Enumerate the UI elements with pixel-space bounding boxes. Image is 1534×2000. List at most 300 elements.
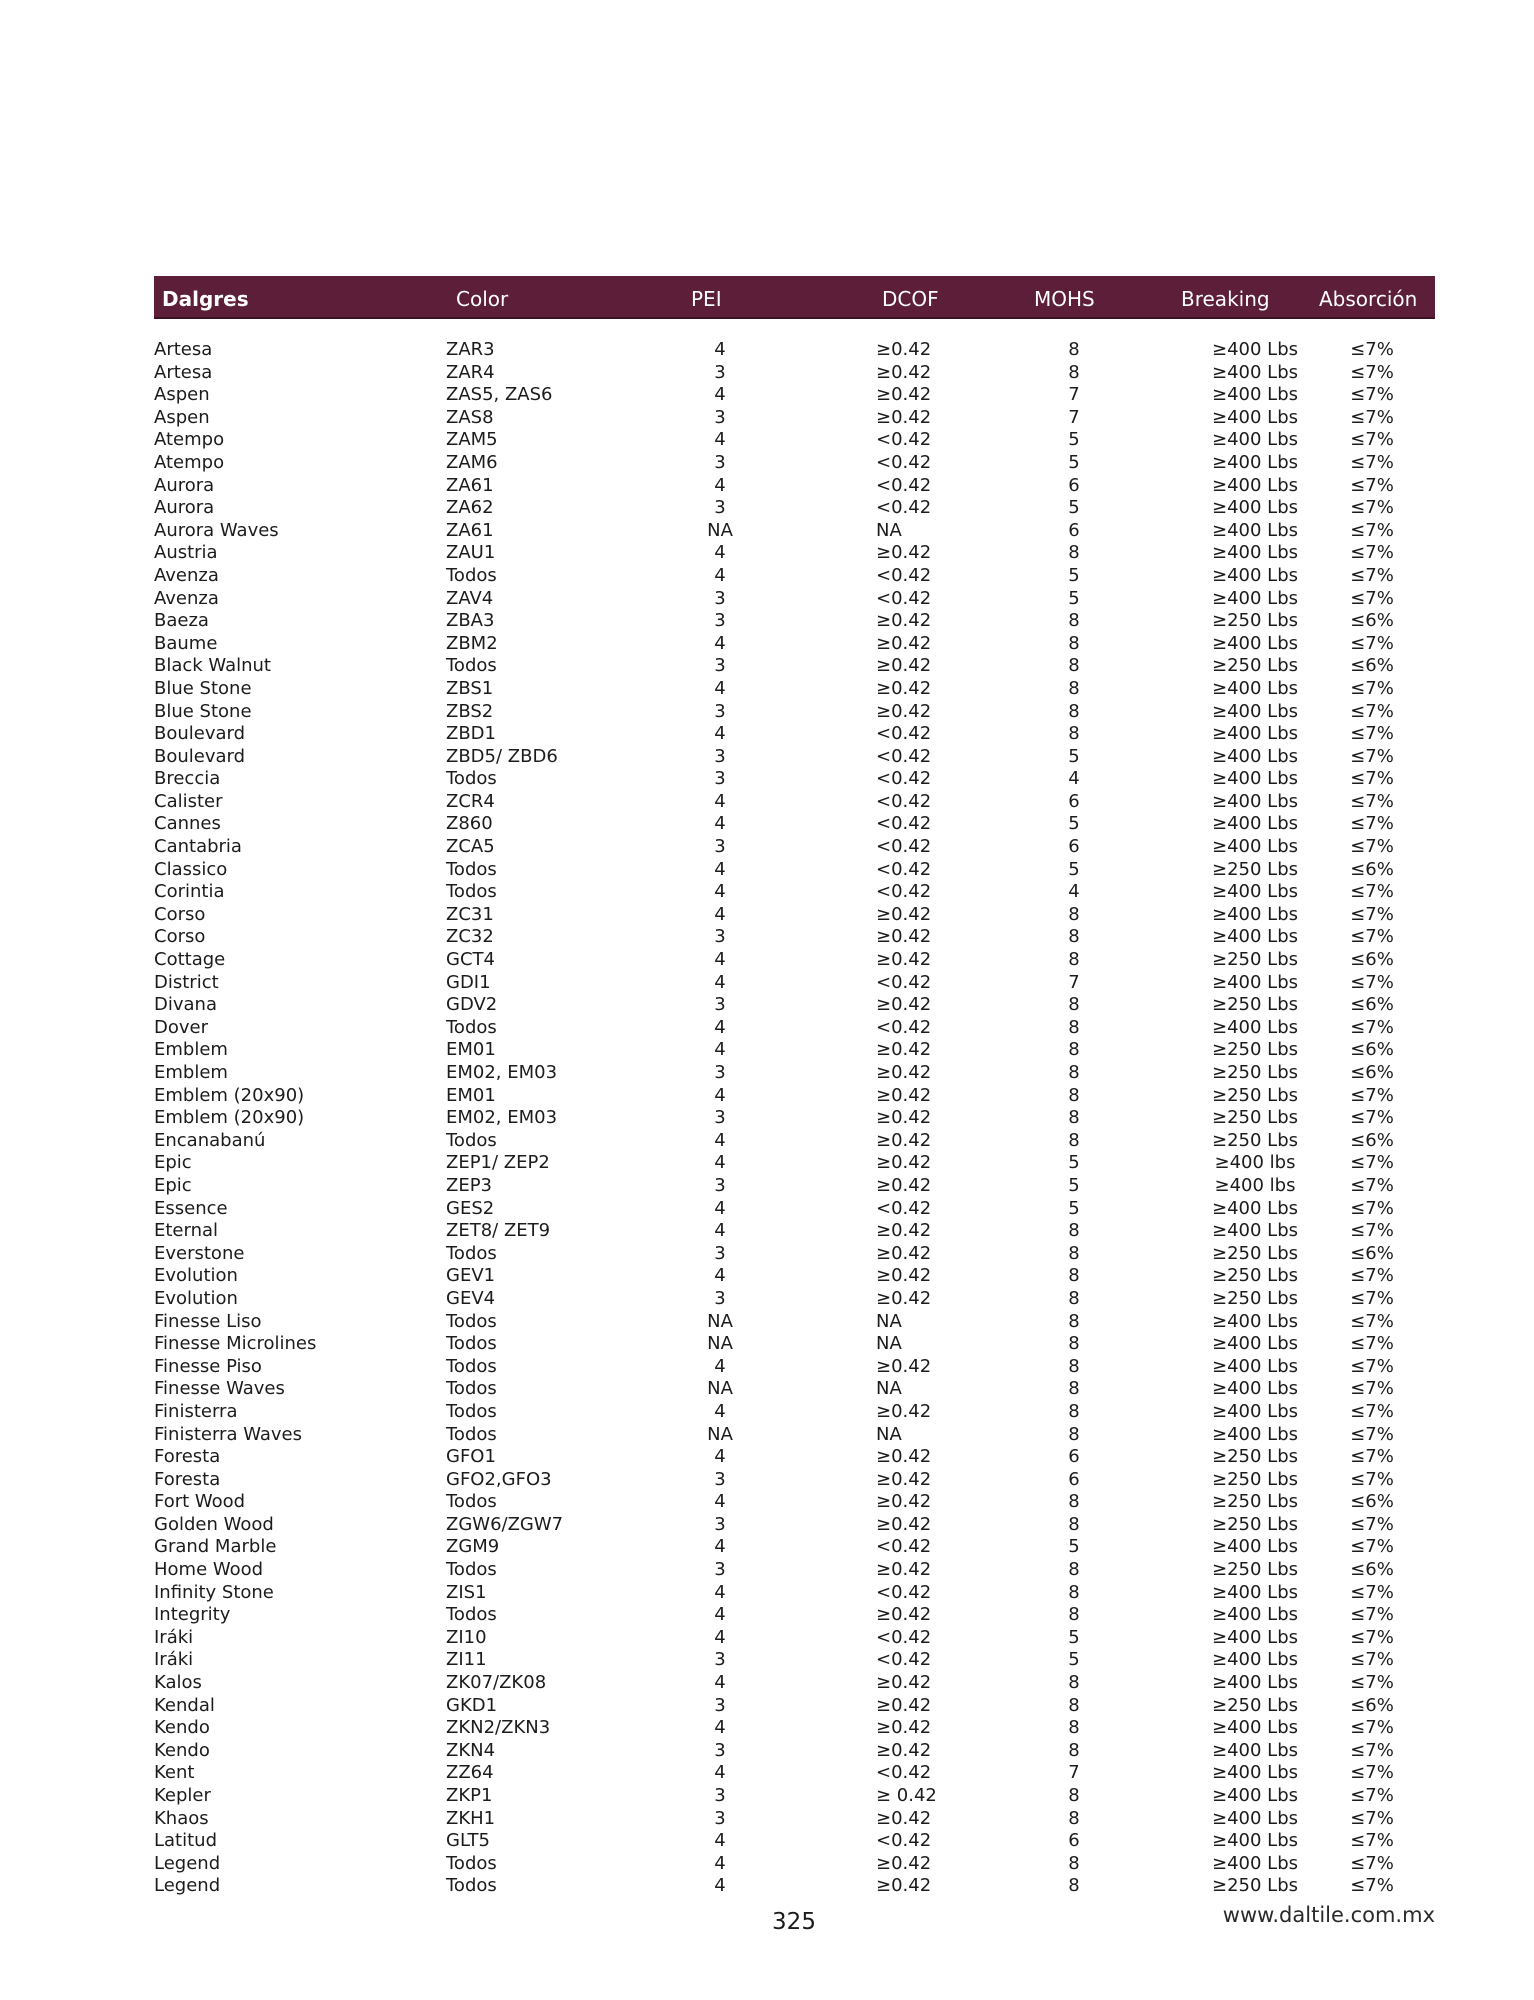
color-cell: GDI1 bbox=[446, 971, 491, 993]
absorcion-cell: ≤6% bbox=[1350, 1129, 1394, 1151]
mohs-cell: 8 bbox=[1068, 1287, 1080, 1309]
color-cell: ZGM9 bbox=[446, 1536, 500, 1558]
color-cell: ZI11 bbox=[446, 1649, 487, 1671]
breaking-cell: ≥400 Lbs bbox=[1212, 1220, 1298, 1242]
mohs-cell: 8 bbox=[1068, 1310, 1080, 1332]
table-row bbox=[154, 768, 1435, 791]
pei-cell: 3 bbox=[714, 1559, 726, 1581]
table-row bbox=[154, 497, 1435, 520]
color-cell: ZAS5, ZAS6 bbox=[446, 384, 553, 406]
dcof-cell: <0.42 bbox=[876, 836, 932, 858]
color-cell: EM02, EM03 bbox=[446, 1062, 558, 1083]
breaking-cell: ≥400 Lbs bbox=[1212, 1807, 1298, 1829]
breaking-cell: ≥400 Lbs bbox=[1212, 926, 1298, 948]
mohs-cell: 8 bbox=[1068, 1513, 1080, 1535]
collection-cell: Foresta bbox=[154, 1468, 221, 1490]
table-row bbox=[154, 881, 1435, 904]
dcof-cell: ≥0.42 bbox=[876, 1491, 932, 1513]
pei-cell: 3 bbox=[714, 406, 726, 428]
breaking-cell: ≥400 Lbs bbox=[1212, 1739, 1298, 1761]
table-row bbox=[154, 1491, 1435, 1514]
table-row bbox=[154, 1649, 1435, 1672]
collection-cell: Blue Stone bbox=[154, 700, 252, 722]
pei-cell: 4 bbox=[714, 1536, 726, 1558]
table-row bbox=[154, 1130, 1435, 1153]
color-cell: Z860 bbox=[446, 813, 493, 835]
table-row bbox=[154, 791, 1435, 814]
table-row bbox=[154, 1604, 1435, 1627]
pei-cell: 3 bbox=[714, 361, 726, 383]
collection-cell: Dover bbox=[154, 1016, 208, 1038]
breaking-cell: ≥400 Lbs bbox=[1212, 406, 1298, 428]
color-cell: ZK07/ZK08 bbox=[446, 1672, 547, 1694]
breaking-cell: ≥400 Lbs bbox=[1212, 971, 1298, 993]
breaking-cell: ≥400 Lbs bbox=[1212, 903, 1298, 925]
pei-cell: 4 bbox=[714, 1355, 726, 1377]
pei-cell: 3 bbox=[714, 745, 726, 767]
absorcion-cell: ≤7% bbox=[1350, 926, 1394, 948]
mohs-cell: 8 bbox=[1068, 1672, 1080, 1694]
absorcion-cell: ≤7% bbox=[1350, 1649, 1394, 1671]
dcof-cell: ≥0.42 bbox=[876, 677, 932, 699]
breaking-cell: ≥250 Lbs bbox=[1212, 1446, 1298, 1468]
color-cell: Todos bbox=[446, 1604, 497, 1626]
absorcion-cell: ≤6% bbox=[1350, 610, 1394, 632]
pei-cell: 4 bbox=[714, 1446, 726, 1468]
dcof-cell: <0.42 bbox=[876, 451, 932, 473]
absorcion-cell: ≤7% bbox=[1350, 1174, 1394, 1196]
table-row bbox=[154, 429, 1435, 452]
breaking-cell: ≥400 Lbs bbox=[1212, 384, 1298, 406]
color-cell: GFO2,GFO3 bbox=[446, 1468, 552, 1490]
absorcion-cell: ≤6% bbox=[1350, 655, 1394, 677]
absorcion-cell: ≤7% bbox=[1350, 1084, 1394, 1106]
dcof-cell: <0.42 bbox=[876, 1649, 932, 1671]
color-cell: EM02, EM03 bbox=[446, 1107, 558, 1129]
mohs-cell: 5 bbox=[1068, 497, 1080, 519]
color-cell: Todos bbox=[446, 1129, 497, 1151]
pei-cell: 4 bbox=[714, 1400, 726, 1422]
pei-cell: 4 bbox=[714, 429, 726, 451]
dcof-cell: ≥0.42 bbox=[876, 384, 932, 406]
mohs-cell: 8 bbox=[1068, 1220, 1080, 1242]
color-cell: ZAS8 bbox=[446, 406, 494, 428]
absorcion-cell: ≤6% bbox=[1350, 1062, 1394, 1083]
dcof-cell: ≥0.42 bbox=[876, 1694, 932, 1716]
dcof-cell: <0.42 bbox=[876, 1626, 932, 1648]
mohs-cell: 8 bbox=[1068, 677, 1080, 699]
pei-cell: 4 bbox=[714, 339, 726, 360]
dcof-cell: ≥0.42 bbox=[876, 1107, 932, 1129]
breaking-cell: ≥250 Lbs bbox=[1212, 1242, 1298, 1264]
mohs-cell: 8 bbox=[1068, 903, 1080, 925]
mohs-cell: 8 bbox=[1068, 1039, 1080, 1061]
breaking-cell: ≥400 Lbs bbox=[1212, 1785, 1298, 1806]
dcof-cell: ≥0.42 bbox=[876, 1062, 932, 1083]
mohs-cell: 5 bbox=[1068, 587, 1080, 609]
collection-cell: Artesa bbox=[154, 339, 213, 360]
pei-cell: 4 bbox=[714, 1152, 726, 1174]
breaking-cell: ≥400 Lbs bbox=[1212, 1649, 1298, 1671]
table-row bbox=[154, 1107, 1435, 1130]
table-row bbox=[154, 339, 1435, 362]
dcof-cell: ≥0.42 bbox=[876, 406, 932, 428]
absorcion-cell: ≤7% bbox=[1350, 1807, 1394, 1829]
mohs-cell: 5 bbox=[1068, 1197, 1080, 1219]
collection-cell: Emblem bbox=[154, 1039, 228, 1061]
color-cell: Todos bbox=[446, 1310, 497, 1332]
collection-cell: Calister bbox=[154, 790, 223, 812]
pei-cell: 3 bbox=[714, 1174, 726, 1196]
pei-cell: 3 bbox=[714, 497, 726, 519]
dcof-cell: ≥0.42 bbox=[876, 1513, 932, 1535]
dcof-cell: <0.42 bbox=[876, 1016, 932, 1038]
dcof-cell: ≥0.42 bbox=[876, 1174, 932, 1196]
absorcion-cell: ≤7% bbox=[1350, 339, 1394, 360]
table-row bbox=[154, 1401, 1435, 1424]
collection-cell: Foresta bbox=[154, 1446, 221, 1468]
collection-cell: Golden Wood bbox=[154, 1513, 274, 1535]
collection-cell: Infinity Stone bbox=[154, 1581, 274, 1603]
table-row bbox=[154, 1808, 1435, 1831]
collection-cell: Iráki bbox=[154, 1626, 194, 1648]
absorcion-cell: ≤6% bbox=[1350, 1242, 1394, 1264]
collection-cell: Khaos bbox=[154, 1807, 209, 1829]
mohs-cell: 8 bbox=[1068, 1739, 1080, 1761]
color-cell: Todos bbox=[446, 1559, 497, 1581]
color-cell: GLT5 bbox=[446, 1830, 490, 1852]
pei-cell: 3 bbox=[714, 451, 726, 473]
color-cell: ZA61 bbox=[446, 474, 494, 496]
pei-cell: 4 bbox=[714, 632, 726, 654]
absorcion-cell: ≤7% bbox=[1350, 971, 1394, 993]
pei-cell: 4 bbox=[714, 677, 726, 699]
color-cell: Todos bbox=[446, 858, 497, 880]
absorcion-cell: ≤7% bbox=[1350, 1536, 1394, 1558]
breaking-cell: ≥400 Lbs bbox=[1212, 587, 1298, 609]
pei-cell: 3 bbox=[714, 1739, 726, 1761]
absorcion-cell: ≤6% bbox=[1350, 1491, 1394, 1513]
color-cell: ZIS1 bbox=[446, 1581, 487, 1603]
dcof-cell: ≥0.42 bbox=[876, 1807, 932, 1829]
pei-cell: 3 bbox=[714, 1468, 726, 1490]
collection-cell: Aurora Waves bbox=[154, 519, 279, 541]
pei-cell: 3 bbox=[714, 1785, 726, 1806]
table-row bbox=[154, 1875, 1435, 1898]
absorcion-cell: ≤7% bbox=[1350, 1107, 1394, 1129]
header-color: Color bbox=[456, 287, 509, 311]
mohs-cell: 8 bbox=[1068, 926, 1080, 948]
mohs-cell: 8 bbox=[1068, 1852, 1080, 1874]
table-row bbox=[154, 610, 1435, 633]
breaking-cell: ≥250 Lbs bbox=[1212, 1062, 1298, 1083]
color-cell: ZAR3 bbox=[446, 339, 495, 360]
breaking-cell: ≥250 Lbs bbox=[1212, 610, 1298, 632]
absorcion-cell: ≤7% bbox=[1350, 1604, 1394, 1626]
pei-cell: 4 bbox=[714, 384, 726, 406]
pei-cell: 4 bbox=[714, 564, 726, 586]
collection-cell: Epic bbox=[154, 1152, 192, 1174]
collection-cell: Eternal bbox=[154, 1220, 219, 1242]
dcof-cell: ≥0.42 bbox=[876, 1287, 932, 1309]
pei-cell: 4 bbox=[714, 1672, 726, 1694]
absorcion-cell: ≤7% bbox=[1350, 1197, 1394, 1219]
breaking-cell: ≥400 Lbs bbox=[1212, 1830, 1298, 1852]
table-row bbox=[154, 633, 1435, 656]
dcof-cell: ≥0.42 bbox=[876, 632, 932, 654]
breaking-cell: ≥400 Lbs bbox=[1212, 361, 1298, 383]
breaking-cell: ≥400 Lbs bbox=[1212, 429, 1298, 451]
website-url: www.daltile.com.mx bbox=[1222, 1903, 1435, 1927]
color-cell: Todos bbox=[446, 1875, 497, 1897]
table-row bbox=[154, 1514, 1435, 1537]
breaking-cell: ≥400 Lbs bbox=[1212, 519, 1298, 541]
dcof-cell: ≥0.42 bbox=[876, 949, 932, 971]
breaking-cell: ≥400 Lbs bbox=[1212, 1852, 1298, 1874]
table-row bbox=[154, 1152, 1435, 1175]
absorcion-cell: ≤6% bbox=[1350, 994, 1394, 1016]
color-cell: ZBS2 bbox=[446, 700, 494, 722]
breaking-cell: ≥400 Lbs bbox=[1212, 474, 1298, 496]
color-cell: GDV2 bbox=[446, 994, 498, 1016]
breaking-cell: ≥400 Lbs bbox=[1212, 677, 1298, 699]
collection-cell: Legend bbox=[154, 1852, 221, 1874]
color-cell: ZET8/ ZET9 bbox=[446, 1220, 551, 1242]
absorcion-cell: ≤7% bbox=[1350, 1423, 1394, 1445]
breaking-cell: ≥400 Lbs bbox=[1212, 1197, 1298, 1219]
color-cell: ZAU1 bbox=[446, 542, 496, 564]
table-row bbox=[154, 655, 1435, 678]
dcof-cell: ≥0.42 bbox=[876, 1220, 932, 1242]
table-row bbox=[154, 994, 1435, 1017]
color-cell: GFO1 bbox=[446, 1446, 496, 1468]
breaking-cell: ≥250 Lbs bbox=[1212, 1107, 1298, 1129]
absorcion-cell: ≤7% bbox=[1350, 1378, 1394, 1400]
collection-cell: Finisterra Waves bbox=[154, 1423, 302, 1445]
absorcion-cell: ≤7% bbox=[1350, 1875, 1394, 1897]
breaking-cell: ≥400 Lbs bbox=[1212, 1378, 1298, 1400]
collection-cell: Austria bbox=[154, 542, 218, 564]
color-cell: Todos bbox=[446, 881, 497, 903]
mohs-cell: 8 bbox=[1068, 994, 1080, 1016]
absorcion-cell: ≤7% bbox=[1350, 497, 1394, 519]
dcof-cell: NA bbox=[876, 519, 902, 541]
breaking-cell: ≥400 Lbs bbox=[1212, 1310, 1298, 1332]
breaking-cell: ≥250 Lbs bbox=[1212, 1468, 1298, 1490]
breaking-cell: ≥250 Lbs bbox=[1212, 1039, 1298, 1061]
breaking-cell: ≥400 Lbs bbox=[1212, 1626, 1298, 1648]
color-cell: Todos bbox=[446, 1016, 497, 1038]
color-cell: ZAM6 bbox=[446, 451, 498, 473]
pei-cell: 3 bbox=[714, 1062, 726, 1083]
dcof-cell: ≥0.42 bbox=[876, 1039, 932, 1061]
pei-cell: 4 bbox=[714, 1581, 726, 1603]
table-row bbox=[154, 836, 1435, 859]
table-row bbox=[154, 1175, 1435, 1198]
table-row bbox=[154, 1356, 1435, 1379]
absorcion-cell: ≤7% bbox=[1350, 700, 1394, 722]
color-cell: ZEP1/ ZEP2 bbox=[446, 1152, 550, 1174]
mohs-cell: 7 bbox=[1068, 384, 1080, 406]
collection-cell: Kendo bbox=[154, 1717, 210, 1739]
table-row bbox=[154, 1198, 1435, 1221]
color-cell: ZGW6/ZGW7 bbox=[446, 1513, 564, 1535]
pei-cell: 4 bbox=[714, 881, 726, 903]
dcof-cell: <0.42 bbox=[876, 1830, 932, 1852]
collection-cell: Aurora bbox=[154, 497, 215, 519]
mohs-cell: 8 bbox=[1068, 1378, 1080, 1400]
breaking-cell: ≥250 Lbs bbox=[1212, 1129, 1298, 1151]
absorcion-cell: ≤7% bbox=[1350, 1355, 1394, 1377]
breaking-cell: ≥250 Lbs bbox=[1212, 1875, 1298, 1897]
absorcion-cell: ≤7% bbox=[1350, 1265, 1394, 1287]
pei-cell: 4 bbox=[714, 1016, 726, 1038]
breaking-cell: ≥400 Lbs bbox=[1212, 1536, 1298, 1558]
pei-cell: 4 bbox=[714, 858, 726, 880]
breaking-cell: ≥250 Lbs bbox=[1212, 1694, 1298, 1716]
dcof-cell: ≥0.42 bbox=[876, 361, 932, 383]
dcof-cell: ≥0.42 bbox=[876, 1672, 932, 1694]
mohs-cell: 6 bbox=[1068, 1830, 1080, 1852]
breaking-cell: ≥250 Lbs bbox=[1212, 655, 1298, 677]
table-row bbox=[154, 1785, 1435, 1808]
collection-cell: Cottage bbox=[154, 949, 226, 971]
breaking-cell: ≥400 Lbs bbox=[1212, 542, 1298, 564]
table-row bbox=[154, 1017, 1435, 1040]
table-row bbox=[154, 1039, 1435, 1062]
color-cell: ZI10 bbox=[446, 1626, 487, 1648]
absorcion-cell: ≤7% bbox=[1350, 474, 1394, 496]
table-row bbox=[154, 1265, 1435, 1288]
color-cell: Todos bbox=[446, 1355, 497, 1377]
pei-cell: NA bbox=[707, 1310, 733, 1332]
breaking-cell: ≥400 Lbs bbox=[1212, 1672, 1298, 1694]
color-cell: ZZ64 bbox=[446, 1762, 494, 1784]
header-absorcion: Absorción bbox=[1319, 287, 1418, 311]
color-cell: ZAV4 bbox=[446, 587, 494, 609]
absorcion-cell: ≤7% bbox=[1350, 1333, 1394, 1355]
color-cell: Todos bbox=[446, 655, 497, 677]
mohs-cell: 5 bbox=[1068, 429, 1080, 451]
absorcion-cell: ≤7% bbox=[1350, 1626, 1394, 1648]
color-cell: ZCR4 bbox=[446, 790, 495, 812]
pei-cell: 4 bbox=[714, 1129, 726, 1151]
collection-cell: Finesse Waves bbox=[154, 1378, 285, 1400]
dcof-cell: ≥0.42 bbox=[876, 542, 932, 564]
pei-cell: NA bbox=[707, 1423, 733, 1445]
absorcion-cell: ≤7% bbox=[1350, 1785, 1394, 1806]
absorcion-cell: ≤7% bbox=[1350, 1220, 1394, 1242]
absorcion-cell: ≤7% bbox=[1350, 1446, 1394, 1468]
color-cell: Todos bbox=[446, 1852, 497, 1874]
color-cell: Todos bbox=[446, 1242, 497, 1264]
collection-cell: Evolution bbox=[154, 1265, 238, 1287]
breaking-cell: ≥250 Lbs bbox=[1212, 1559, 1298, 1581]
mohs-cell: 8 bbox=[1068, 1265, 1080, 1287]
dcof-cell: NA bbox=[876, 1333, 902, 1355]
collection-cell: Evolution bbox=[154, 1287, 238, 1309]
color-cell: Todos bbox=[446, 1333, 497, 1355]
dcof-cell: ≥0.42 bbox=[876, 1084, 932, 1106]
absorcion-cell: ≤7% bbox=[1350, 677, 1394, 699]
collection-cell: Kendo bbox=[154, 1739, 210, 1761]
collection-cell: Emblem (20x90) bbox=[154, 1084, 305, 1106]
mohs-cell: 4 bbox=[1068, 768, 1080, 790]
table-row bbox=[154, 949, 1435, 972]
absorcion-cell: ≤7% bbox=[1350, 384, 1394, 406]
mohs-cell: 8 bbox=[1068, 1491, 1080, 1513]
breaking-cell: ≥400 Lbs bbox=[1212, 1581, 1298, 1603]
color-cell: Todos bbox=[446, 1491, 497, 1513]
table-row bbox=[154, 1062, 1435, 1085]
dcof-cell: <0.42 bbox=[876, 723, 932, 745]
absorcion-cell: ≤7% bbox=[1350, 1513, 1394, 1535]
table-row bbox=[154, 678, 1435, 701]
table-row bbox=[154, 746, 1435, 769]
mohs-cell: 7 bbox=[1068, 971, 1080, 993]
absorcion-cell: ≤7% bbox=[1350, 1468, 1394, 1490]
dcof-cell: <0.42 bbox=[876, 474, 932, 496]
table-row bbox=[154, 1853, 1435, 1876]
mohs-cell: 8 bbox=[1068, 655, 1080, 677]
dcof-cell: ≥0.42 bbox=[876, 903, 932, 925]
table-row bbox=[154, 384, 1435, 407]
pei-cell: 4 bbox=[714, 903, 726, 925]
collection-cell: Essence bbox=[154, 1197, 228, 1219]
table-row bbox=[154, 1672, 1435, 1695]
pei-cell: 4 bbox=[714, 1604, 726, 1626]
breaking-cell: ≥400 Lbs bbox=[1212, 790, 1298, 812]
absorcion-cell: ≤7% bbox=[1350, 723, 1394, 745]
absorcion-cell: ≤7% bbox=[1350, 1762, 1394, 1784]
breaking-cell: ≥400 Lbs bbox=[1212, 723, 1298, 745]
mohs-cell: 8 bbox=[1068, 632, 1080, 654]
table-row bbox=[154, 972, 1435, 995]
dcof-cell: <0.42 bbox=[876, 745, 932, 767]
mohs-cell: 5 bbox=[1068, 1174, 1080, 1196]
table-body bbox=[154, 339, 1435, 1898]
pei-cell: 4 bbox=[714, 971, 726, 993]
breaking-cell: ≥400 Lbs bbox=[1212, 1016, 1298, 1038]
breaking-cell: ≥250 Lbs bbox=[1212, 1265, 1298, 1287]
breaking-cell: ≥400 lbs bbox=[1214, 1174, 1296, 1196]
breaking-cell: ≥400 Lbs bbox=[1212, 813, 1298, 835]
dcof-cell: ≥0.42 bbox=[876, 1604, 932, 1626]
breaking-cell: ≥400 Lbs bbox=[1212, 1333, 1298, 1355]
table-row bbox=[154, 452, 1435, 475]
collection-cell: Breccia bbox=[154, 768, 221, 790]
collection-cell: Finesse Liso bbox=[154, 1310, 262, 1332]
mohs-cell: 8 bbox=[1068, 1717, 1080, 1739]
absorcion-cell: ≤7% bbox=[1350, 768, 1394, 790]
mohs-cell: 6 bbox=[1068, 1446, 1080, 1468]
table-row bbox=[154, 1311, 1435, 1334]
header-breaking: Breaking bbox=[1181, 287, 1270, 311]
pei-cell: 3 bbox=[714, 1513, 726, 1535]
mohs-cell: 6 bbox=[1068, 1468, 1080, 1490]
pei-cell: 4 bbox=[714, 474, 726, 496]
header-mohs: MOHS bbox=[1034, 287, 1095, 311]
absorcion-cell: ≤6% bbox=[1350, 1039, 1394, 1061]
collection-cell: Aspen bbox=[154, 384, 210, 406]
color-cell: ZCA5 bbox=[446, 836, 495, 858]
mohs-cell: 7 bbox=[1068, 1762, 1080, 1784]
dcof-cell: ≥0.42 bbox=[876, 1875, 932, 1897]
dcof-cell: ≥0.42 bbox=[876, 610, 932, 632]
mohs-cell: 6 bbox=[1068, 474, 1080, 496]
collection-cell: Boulevard bbox=[154, 723, 246, 745]
pei-cell: 3 bbox=[714, 655, 726, 677]
